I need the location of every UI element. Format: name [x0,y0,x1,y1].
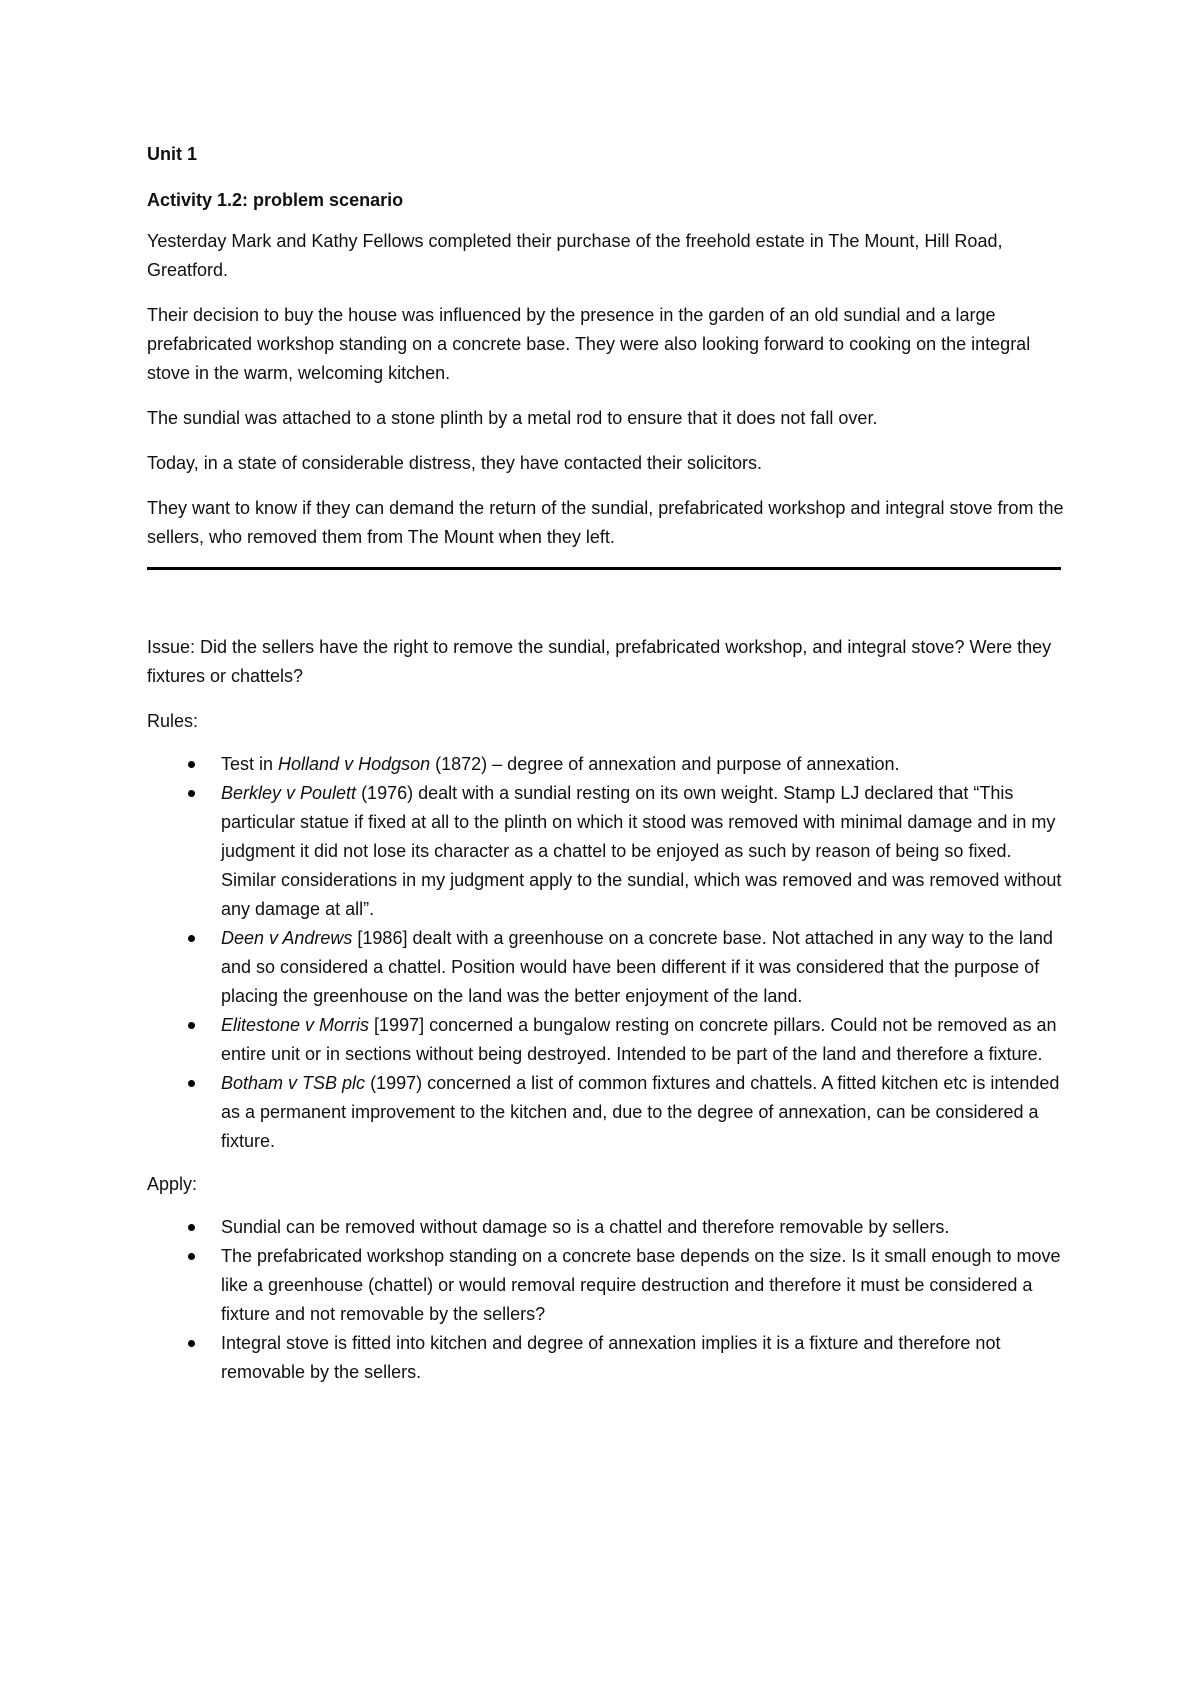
apply-text: Sundial can be removed without damage so is a chattel and therefore removable by sellers. [221,1217,950,1237]
apply-item [147,1242,1067,1329]
apply-item [147,1213,1067,1242]
rule-text-pre: Test in [221,754,279,774]
section-divider [147,567,1061,570]
scenario-paragraph: Today, in a state of considerable distress, they have contacted their solicitors. [147,453,762,473]
apply-list [147,1213,1067,1387]
rule-item [147,750,1067,779]
scenario-paragraph: Their decision to buy the house was influenced by the presence in the garden of an old sundial and a large prefabricated workshop standing on a concrete base. They were also looking forward to cooking on the integral stove in the warm, welcoming kitchen. [147,305,1031,383]
bullet-icon [188,1253,195,1260]
rule-item [147,924,1067,1011]
scenario-paragraph: They want to know if they can demand the return of the sundial, prefabricated workshop and integral stove from the sellers, who removed them from The Mount when they left. [147,498,1064,547]
bullet-icon [188,1224,195,1231]
analysis-section [147,633,1067,1401]
apply-item [147,1329,1067,1387]
rule-text-post: [1997] concerned a bungalow resting on concrete pillars. Could not be removed as an entire unit or in sections without being destroyed. Intended to be part of the land and therefore a fixture. [221,1015,1057,1064]
bullet-icon [188,1022,195,1029]
apply-label: Apply: [147,1174,198,1194]
case-name: Deen v Andrews [221,928,353,948]
scenario-paragraph: The sundial was attached to a stone plinth by a metal rod to ensure that it does not fall over. [147,408,878,428]
rule-text-post: (1976) dealt with a sundial resting on its own weight. Stamp LJ declared that “This particular statue if fixed at all to the plinth on which it stood was removed with minimal damage and in my judgment it did not lose its character as a chattel to be enjoyed as such by reason of being so fixed. Similar considerations in my judgment apply to the sundial, which was removed and was removed without any damage at all”. [221,783,1062,919]
rule-item [147,1069,1067,1156]
rules-label: Rules: [147,711,199,731]
case-name: Elitestone v Morris [221,1015,370,1035]
bullet-icon [188,1340,195,1347]
apply-text: Integral stove is fitted into kitchen and degree of annexation implies it is a fixture and therefore not removable by the sellers. [221,1333,1001,1382]
apply-text: The prefabricated workshop standing on a concrete base depends on the size. Is it small enough to move like a greenhouse (chattel) or would removal require destruction and therefore it must be considered a fixture and not removable by the sellers? [221,1246,1061,1324]
rule-text-post: (1872) – degree of annexation and purpose of annexation. [430,754,900,774]
case-name: Botham v TSB plc [221,1073,366,1093]
case-name: Berkley v Poulett [221,783,357,803]
bullet-icon [188,935,195,942]
rule-item [147,1011,1067,1069]
scenario-section [147,140,1067,568]
unit-title: Unit 1 [147,144,198,164]
case-name: Holland v Hodgson [278,754,431,774]
rule-text-post: [1986] dealt with a greenhouse on a concrete base. Not attached in any way to the land and so considered a chattel. Position would have been different if it was considered that the purpose of placing the greenhouse on the land was the better enjoyment of the land. [221,928,1053,1006]
rule-text-post: (1997) concerned a list of common fixtures and chattels. A fitted kitchen etc is intended as a permanent improvement to the kitchen and, due to the degree of annexation, can be considered a fixture. [221,1073,1060,1151]
activity-title: Activity 1.2: problem scenario [147,190,404,210]
bullet-icon [188,790,195,797]
scenario-paragraph: Yesterday Mark and Kathy Fellows completed their purchase of the freehold estate in The Mount, Hill Road, Greatford. [147,231,1003,280]
issue-paragraph: Issue: Did the sellers have the right to remove the sundial, prefabricated workshop, and integral stove? Were they fixtures or chattels? [147,637,1052,686]
rule-item [147,779,1067,924]
bullet-icon [188,761,195,768]
rules-list [147,750,1067,1156]
bullet-icon [188,1080,195,1087]
